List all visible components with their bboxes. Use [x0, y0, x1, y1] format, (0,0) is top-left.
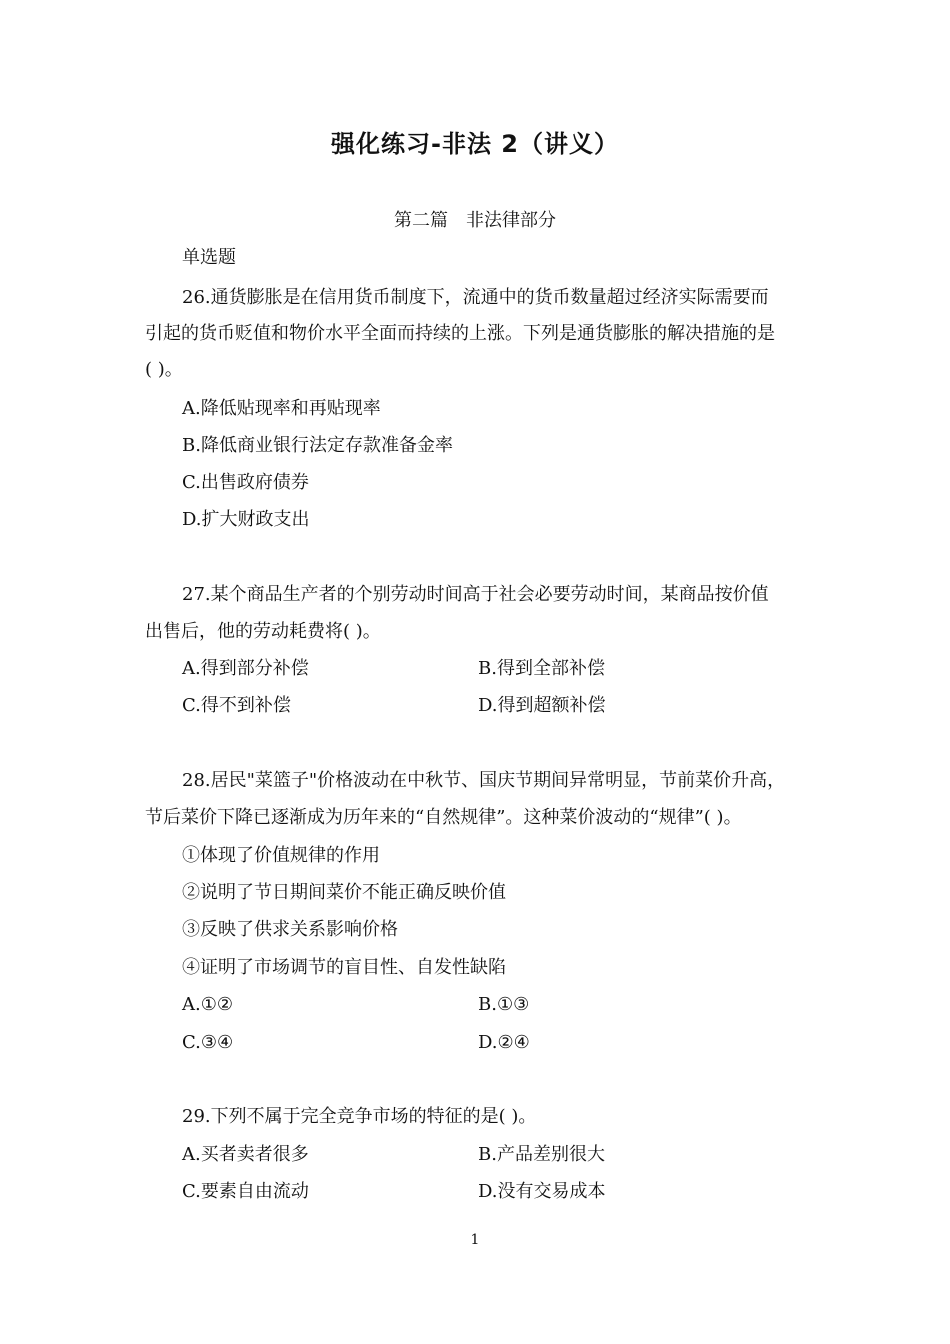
section-heading: 第二篇 非法律部分	[394, 210, 556, 231]
question-28-option-a: A.①②	[182, 994, 233, 1015]
page-number: 1	[470, 1232, 480, 1248]
question-29-option-d: D.没有交易成本	[478, 1181, 606, 1202]
question-28-option-c: C.③④	[182, 1032, 234, 1053]
question-26-option-d: D.扩大财政支出	[182, 509, 310, 530]
question-28-statement-1: ①体现了价值规律的作用	[182, 845, 380, 866]
question-type-label: 单选题	[182, 247, 236, 268]
question-26-line-2: 引起的货币贬值和物价水平全面而持续的上涨。下列是通货膨胀的解决措施的是	[145, 323, 775, 344]
question-28-statement-4: ④证明了市场调节的盲目性、自发性缺陷	[182, 957, 506, 978]
question-26-line-1: 26.通货膨胀是在信用货币制度下，流通中的货币数量超过经济实际需要而	[182, 287, 769, 308]
question-28-statement-3: ③反映了供求关系影响价格	[182, 919, 398, 940]
question-27-option-b: B.得到全部补偿	[478, 658, 605, 679]
question-26-option-c: C.出售政府债券	[182, 472, 309, 493]
question-26-option-b: B.降低商业银行法定存款准备金率	[182, 435, 453, 456]
question-29-option-a: A.买者卖者很多	[182, 1144, 309, 1165]
question-29-option-b: B.产品差别很大	[478, 1144, 605, 1165]
question-27-option-c: C.得不到补偿	[182, 695, 291, 716]
question-28-line-2: 节后菜价下降已逐渐成为历年来的“自然规律”。这种菜价波动的“规律”( )。	[145, 807, 742, 828]
question-28-option-d: D.②④	[478, 1032, 530, 1053]
question-28-line-1: 28.居民"菜篮子"价格波动在中秋节、国庆节期间异常明显，节前菜价升高，	[182, 770, 786, 791]
question-27-line-2: 出售后，他的劳动耗费将( )。	[145, 621, 381, 642]
question-29-line-1: 29.下列不属于完全竞争市场的特征的是( )。	[182, 1106, 537, 1127]
question-28-option-b: B.①③	[478, 994, 530, 1015]
question-27-option-a: A.得到部分补偿	[182, 658, 309, 679]
question-27-option-d: D.得到超额补偿	[478, 695, 606, 716]
question-27-line-1: 27.某个商品生产者的个别劳动时间高于社会必要劳动时间，某商品按价值	[182, 584, 769, 605]
question-28-statement-2: ②说明了节日期间菜价不能正确反映价值	[182, 882, 506, 903]
question-29-option-c: C.要素自由流动	[182, 1181, 309, 1202]
question-26-line-3: ( )。	[145, 359, 183, 380]
document-title: 强化练习-非法 2（讲义）	[330, 130, 619, 158]
question-26-option-a: A.降低贴现率和再贴现率	[182, 398, 381, 419]
